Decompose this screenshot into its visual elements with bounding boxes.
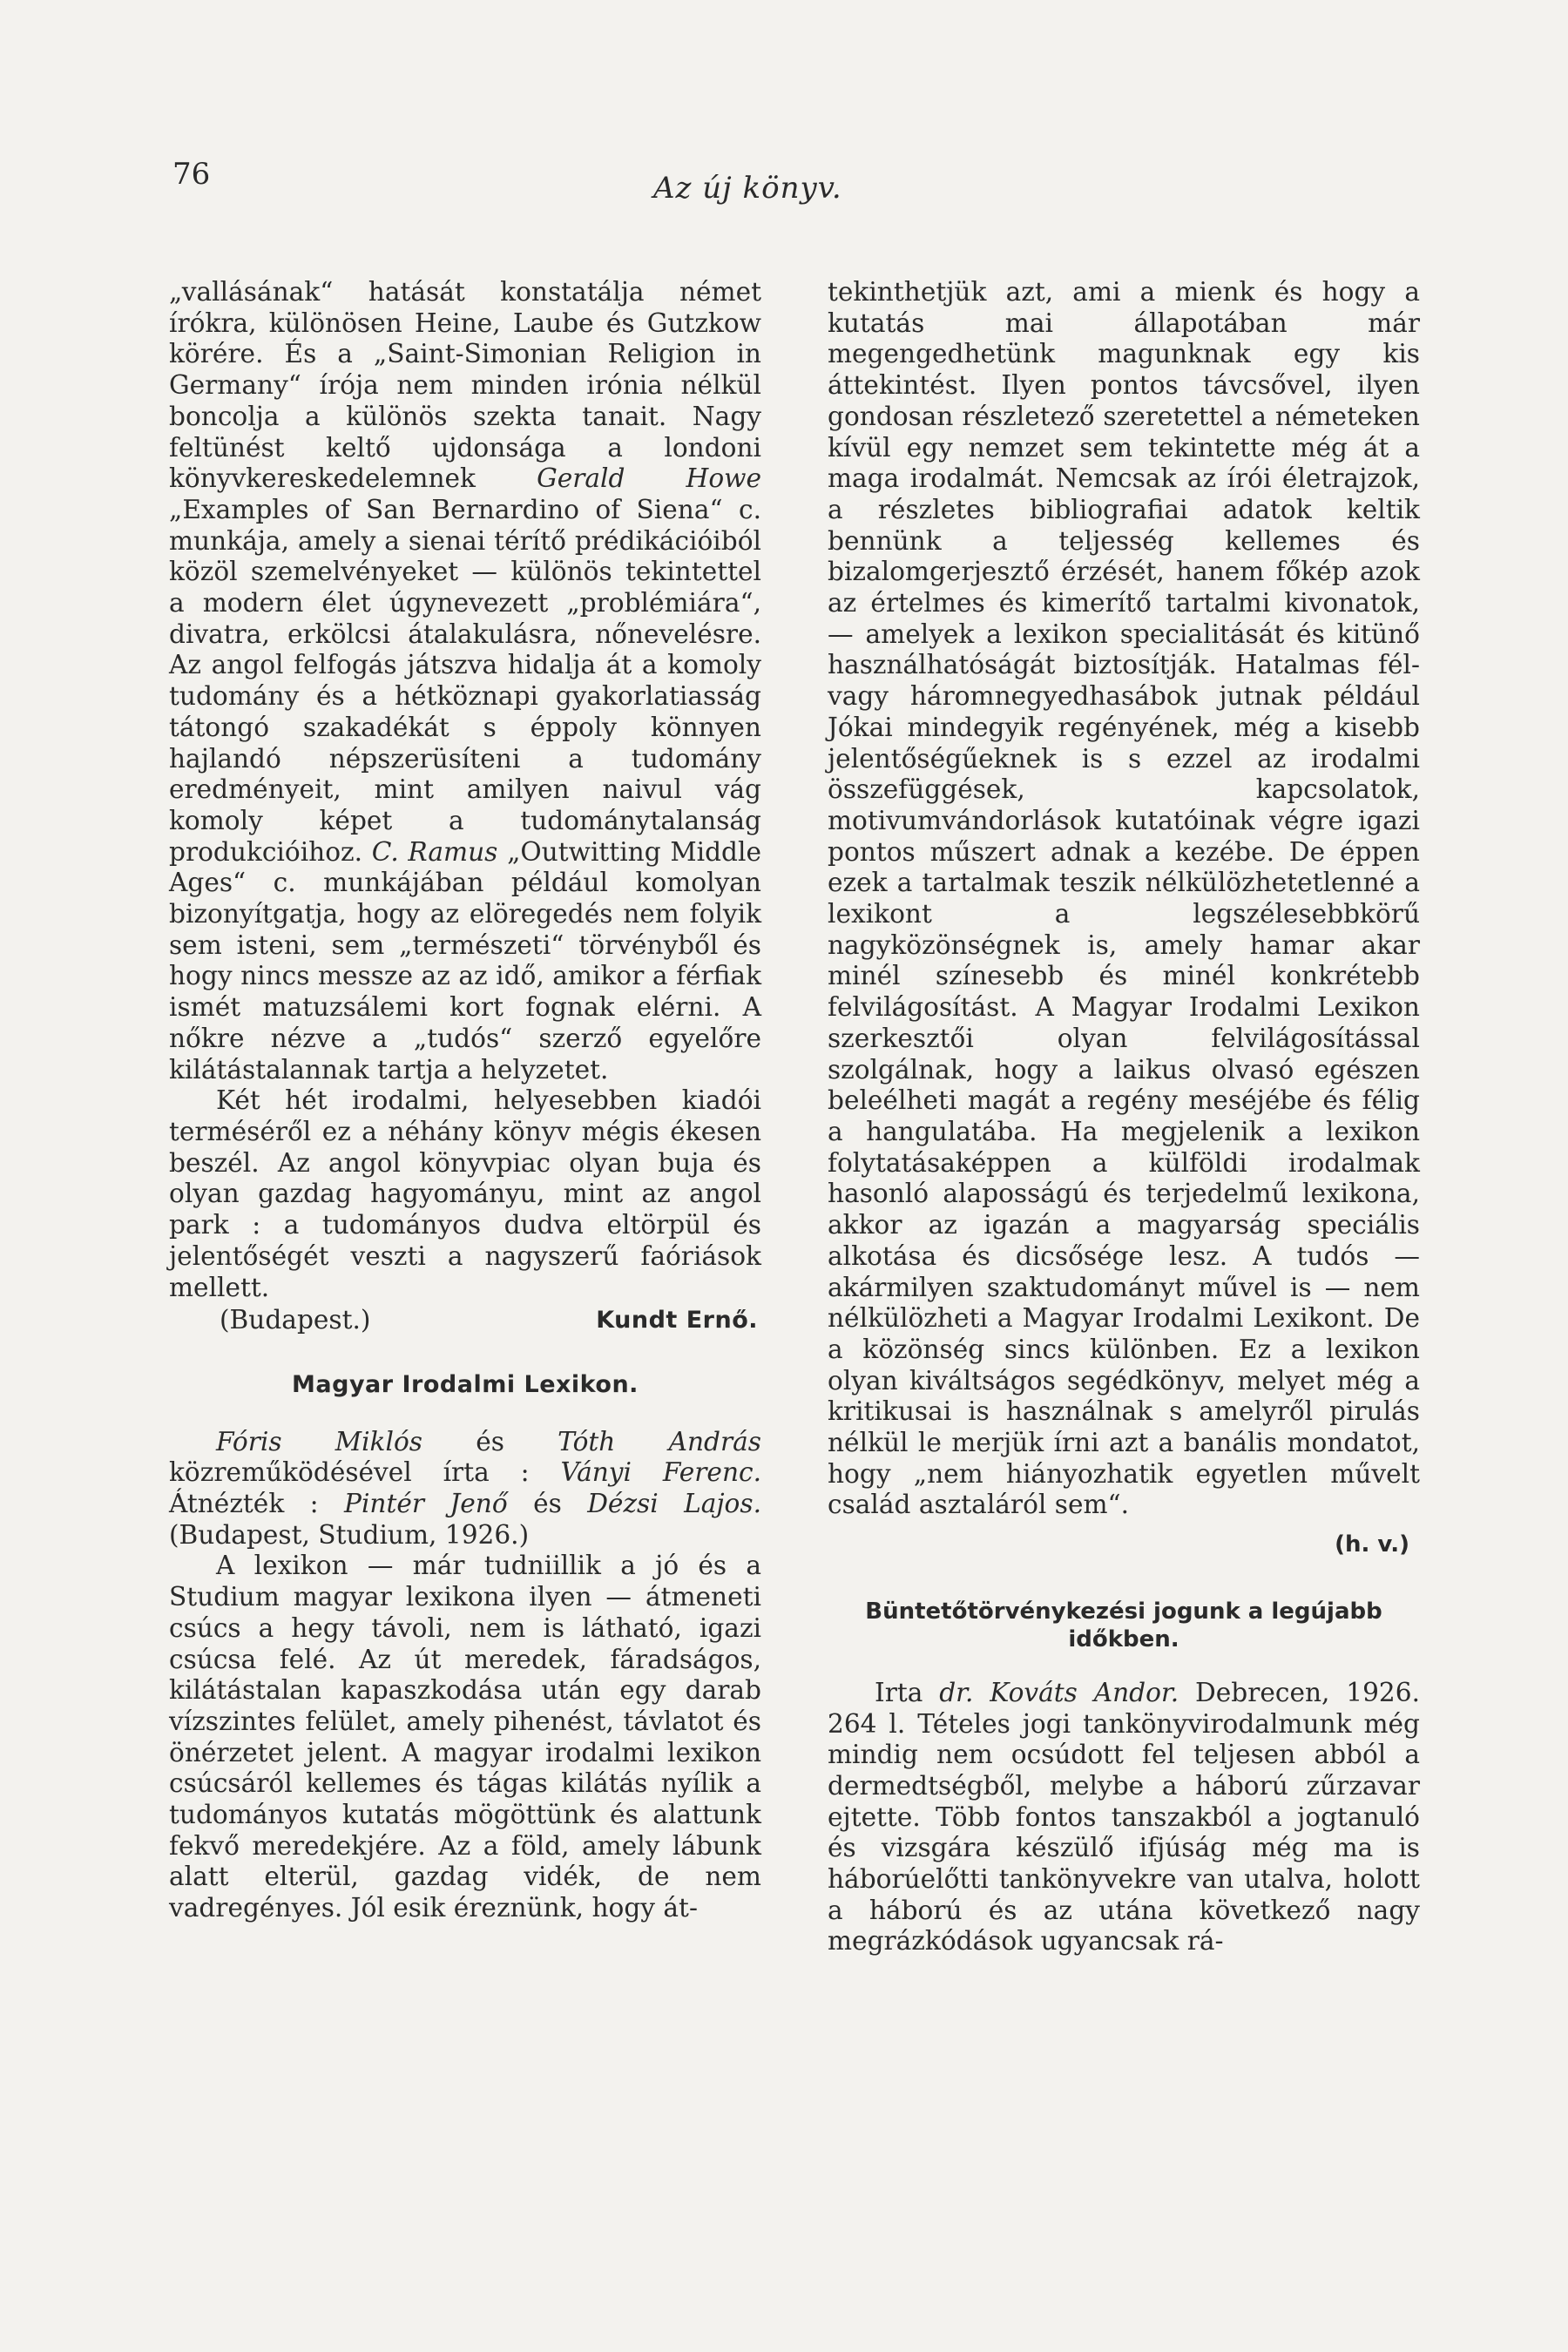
paragraph: Két hét irodalmi, helyesebben kiadói terméséről ez a néhány könyv mégis ékesen beszél. Az angol könyvpiac olyan buja és olyan gazdag hagyományu, mint az angol park : a tudományos dudva eltörpül és jelentőségét veszti a nagyszerű faóriások mellett. (169, 1085, 761, 1302)
page-number: 76 (172, 157, 211, 192)
bibliographic-entry: Fóris Miklós és Tóth András közreműködésével írta : Ványi Ferenc. Átnézték : Pintér Jenő és Dézsi Lajos. (Budapest, Studium, 1926.) (169, 1426, 761, 1550)
paragraph: Irta dr. Kováts Andor. Debrecen, 1926. 264 l. Tételes jogi tankönyvirodalmunk még mindig nem ocsúdott fel teljesen abból a dermedtségből, melybe a háború zűrzavar ejtette. Több fontos tanszakból a jogtanuló és vizsgára készülő ifjúság még ma is háborúelőtti tankönyvekre van utalva, holott a háború és az utána következő nagy megrázkódások ugyancsak rá- (828, 1677, 1420, 1957)
paragraph: „vallásának“ hatását konstatálja német írókra, különösen Heine, Laube és Gutzkow körére. És a „Saint-Simonian Religion in Germany“ írója nem minden irónia nélkül boncolja a különös szekta tanait. Nagy feltünést keltő ujdonsága a londoni könyvkereskedelemnek Gerald Howe „Examples of San Bernardino of Siena“ c. munkája, amely a sienai térítő prédikációiból közöl szemelvényeket — különös tekintettel a modern élet úgynevezett „problémiára“, divatra, erkölcsi átalakulásra, nőnevelésre. Az angol felfogás játszva hidalja át a komoly tudomány és a hétköznapi gyakorlatiasság tátongó szakadékát s éppoly könnyen hajlandó népszerüsíteni a tudomány eredményeit, mint amilyen naivul vág komoly képet a tudománytalanság produkcióihoz. C. Ramus „Outwitting Middle Ages“ c. munkájában például komolyan bizonyítgatja, hogy az elöregedés nem folyik sem isteni, sem „természeti“ törvényből és hogy nincs messze az az idő, amikor a férfiak ismét matuzsálemi kort fognak elérni. A nőkre nézve a „tudós“ szerző egyelőre kilátástalannak tartja a helyzetet. (169, 277, 761, 1085)
place: (Budapest.) (220, 1305, 371, 1335)
running-title: Az új könyv. (653, 171, 842, 206)
signature: (h. v.) (1335, 1531, 1409, 1558)
right-column (828, 277, 1420, 1957)
section-title: Magyar Irodalmi Lexikon. (292, 1370, 639, 1398)
author-signature: Kundt Ernő. (596, 1307, 758, 1335)
section-title: Büntetőtörvénykezési jogunk a legújabb időkben. (865, 1598, 1382, 1652)
paragraph: tekinthetjük azt, ami a mienk és hogy a kutatás mai állapotában már megengedhetünk magunknak egy kis áttekintést. Ilyen pontos távcsővel, ilyen gondosan részletező szeretettel a németeken kívül egy nemzet sem tekintette még át a maga irodalmát. Nemcsak az írói életrajzok, a részletes bibliografiai adatok keltik bennünk a teljesség kellemes és bizalomgerjesztő érzését, hanem főkép azok az értelmes és kimerítő tartalmi kivonatok, — amelyek a lexikon specialitását és kitünő használhatóságát biztosítják. Hatalmas fél- vagy háromnegyedhasábok jutnak például Jókai mindegyik regényének, még a kisebb jelentőségűeknek is s ezzel az irodalmi összefüggések, kapcsolatok, motivumvándorlások kutatóinak végre igazi pontos műszert adnak a kezébe. De éppen ezek a tartalmak teszik nélkülözhetetlenné a lexikont a legszélesebbkörű nagyközönségnek is, amely hamar akar minél színesebb és minél konkrétebb felvilágosítást. A Magyar Irodalmi Lexikon szerkesztői olyan felvilágosítással szolgálnak, hogy a laikus olvasó egészen beleélheti magát a regény meséjébe és félig a hangulatába. Ha megjelenik a lexikon folytatásaképpen a külföldi irodalmak hasonló alaposságú és terjedelmű lexikona, akkor az igazán a magyarság speciális alkotása és dicsősége lesz. A tudós — akármilyen szaktudományt művel is — nem nélkülözheti a Magyar Irodalmi Lexikont. De a közönség sincs különben. Ez a lexikon olyan kiváltságos segédkönyv, melyet még a kritikusai is használnak s amelyről pirulás nélkül le merjük írni azt a banális mondatot, hogy „nem hiányozhatik egyetlen művelt család asztaláról sem“. (828, 277, 1420, 1520)
left-column (169, 277, 761, 1924)
paragraph: A lexikon — már tudniillik a jó és a Studium magyar lexikona ilyen — átmeneti csúcs a hegy távoli, nem is látható, igazi csúcsa felé. Az út meredek, fáradságos, kilátástalan kapaszkodása után egy darab vízszintes felület, amely pihenést, távlatot és önérzetet jelent. A magyar irodalmi lexikon csúcsáról kellemes és tágas kilátás nyílik a tudományos kutatás mögöttünk és alattunk fekvő meredekjére. Az a föld, amely lábunk alatt elterül, gazdag vidék, de nem vadregényes. Jól esik éreznünk, hogy át- (169, 1551, 761, 1923)
signature-row (169, 1305, 761, 1336)
